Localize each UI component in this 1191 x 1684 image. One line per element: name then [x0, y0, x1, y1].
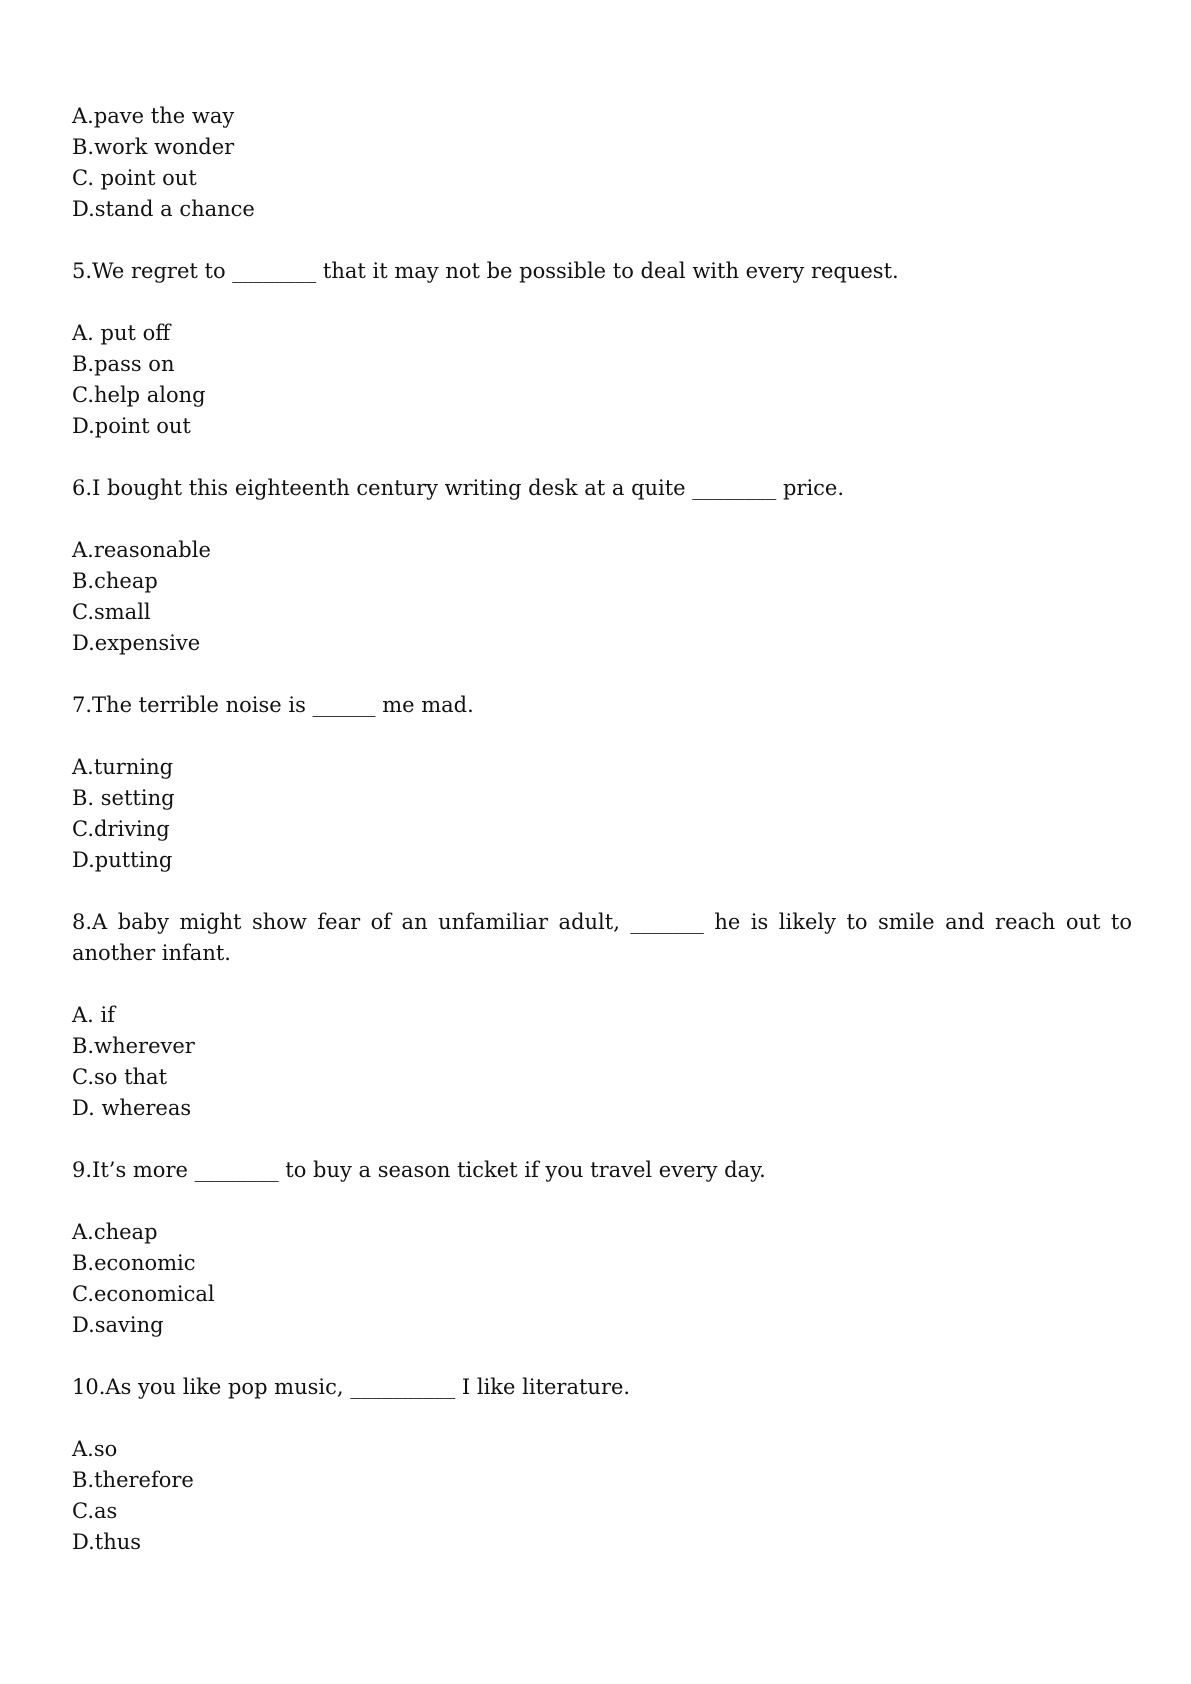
- option: A. put off: [72, 321, 171, 345]
- option: A. if: [72, 1003, 116, 1027]
- option: B.cheap: [72, 569, 158, 593]
- question-10: [72, 1372, 1132, 1558]
- option: A.so: [72, 1437, 118, 1461]
- option: D.expensive: [72, 631, 201, 655]
- option: D.putting: [72, 848, 173, 872]
- question-stem: 10.As you like pop music, __________ I like literature.: [72, 1375, 631, 1399]
- option: B.work wonder: [72, 135, 235, 159]
- carryover-options: [72, 101, 1132, 225]
- option: A.turning: [72, 755, 174, 779]
- question-stem: 6.I bought this eighteenth century writing desk at a quite ________ price.: [72, 476, 845, 500]
- option: C.so that: [72, 1065, 168, 1089]
- question-6: [72, 473, 1132, 659]
- option: D.thus: [72, 1530, 142, 1554]
- question-5: [72, 256, 1132, 442]
- option: C.help along: [72, 383, 206, 407]
- option: C.economical: [72, 1282, 215, 1306]
- question-stem: 8.A baby might show fear of an unfamiliar adult, _______ he is likely to smile and reach out to another infant.: [72, 910, 1132, 965]
- option: B. setting: [72, 786, 175, 810]
- option: C.as: [72, 1499, 118, 1523]
- option: C.small: [72, 600, 151, 624]
- question-7: [72, 690, 1132, 876]
- option: D.saving: [72, 1313, 164, 1337]
- option: C. point out: [72, 166, 197, 190]
- option: B.economic: [72, 1251, 196, 1275]
- option: C.driving: [72, 817, 170, 841]
- option: D.stand a chance: [72, 197, 255, 221]
- option: A.pave the way: [72, 104, 235, 128]
- option: A.cheap: [72, 1220, 158, 1244]
- option: D. whereas: [72, 1096, 192, 1120]
- option: B.wherever: [72, 1034, 195, 1058]
- option: A.reasonable: [72, 538, 211, 562]
- question-stem: 5.We regret to ________ that it may not be possible to deal with every request.: [72, 259, 899, 283]
- question-stem: 7.The terrible noise is ______ me mad.: [72, 693, 474, 717]
- question-stem: 9.It’s more ________ to buy a season ticket if you travel every day.: [72, 1158, 766, 1182]
- option: B.pass on: [72, 352, 175, 376]
- exam-page: [72, 101, 1132, 1558]
- option: D.point out: [72, 414, 191, 438]
- question-9: [72, 1155, 1132, 1341]
- option: B.therefore: [72, 1468, 194, 1492]
- question-8: [72, 907, 1132, 1124]
